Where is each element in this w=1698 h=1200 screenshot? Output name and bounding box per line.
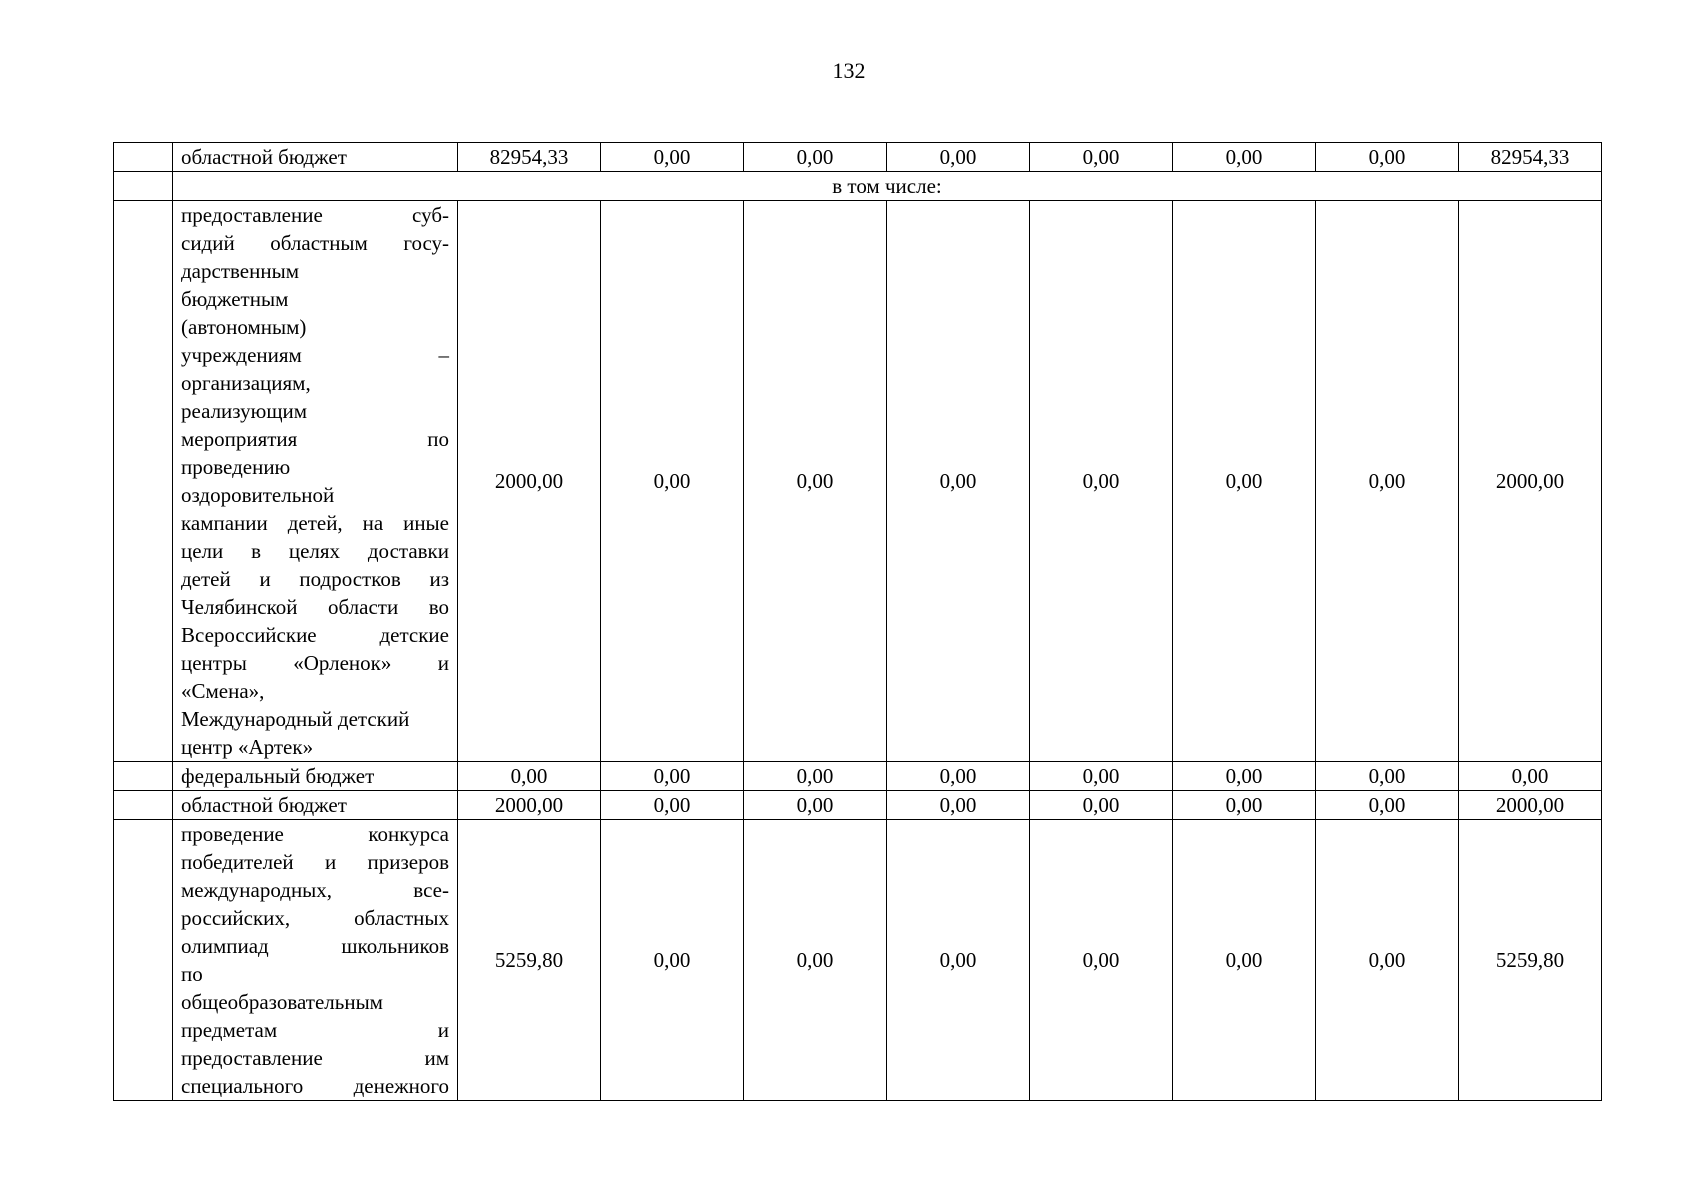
row-number-cell — [114, 791, 173, 820]
value-cell: 0,00 — [1173, 791, 1316, 820]
description-line: предоставление суб- — [181, 203, 449, 227]
budget-table — [113, 142, 1602, 1101]
table-row — [114, 201, 1602, 762]
description-line: реализующим — [181, 399, 308, 423]
description-line: победителей и призеров — [181, 850, 449, 874]
table-row — [114, 762, 1602, 791]
description-line: российских, областных — [181, 906, 449, 930]
description-line: Всероссийские детские — [181, 623, 449, 647]
row-number-cell — [114, 172, 173, 201]
description-cell: федеральный бюджет — [173, 762, 458, 791]
value-cell: 0,00 — [744, 201, 887, 762]
description-line: (автономным) — [181, 315, 307, 339]
description-line: кампании детей, на иные — [181, 511, 449, 535]
table-row — [114, 143, 1602, 172]
value-cell: 0,00 — [601, 791, 744, 820]
description-line: «Смена», — [181, 679, 265, 703]
description-cell — [173, 201, 458, 762]
description-line: центр «Артек» — [181, 735, 314, 759]
description-line: детей и подростков из — [181, 567, 449, 591]
value-cell: 82954,33 — [1459, 143, 1602, 172]
value-cell: 0,00 — [1030, 143, 1173, 172]
value-cell: 0,00 — [887, 201, 1030, 762]
value-cell: 0,00 — [1030, 791, 1173, 820]
value-cell: 0,00 — [601, 201, 744, 762]
value-cell: 5259,80 — [1459, 820, 1602, 1101]
value-cell: 0,00 — [887, 143, 1030, 172]
description-line: предметам и — [181, 1018, 449, 1042]
value-cell: 5259,80 — [458, 820, 601, 1101]
value-cell: 0,00 — [744, 820, 887, 1101]
value-cell: 0,00 — [1316, 791, 1459, 820]
table-body — [114, 143, 1602, 1101]
description-line: организациям, — [181, 371, 311, 395]
value-cell: 2000,00 — [458, 791, 601, 820]
value-cell: 0,00 — [1459, 762, 1602, 791]
description-line: предоставление им — [181, 1046, 449, 1070]
description-line: учреждениям – — [181, 343, 449, 367]
description-line: мероприятия по — [181, 427, 449, 451]
description-line: оздоровительной — [181, 483, 335, 507]
value-cell: 0,00 — [1030, 762, 1173, 791]
description-line: олимпиад школьников — [181, 934, 449, 958]
description-line: Челябинской области во — [181, 595, 449, 619]
value-cell: 0,00 — [1316, 820, 1459, 1101]
description-line: сидий областным госу- — [181, 231, 449, 255]
table-row — [114, 791, 1602, 820]
description-line: Международный детский — [181, 707, 410, 731]
description-line: общеобразовательным — [181, 990, 383, 1014]
table-row — [114, 172, 1602, 201]
value-cell: 0,00 — [1173, 762, 1316, 791]
value-cell: 0,00 — [1316, 201, 1459, 762]
table-row — [114, 820, 1602, 1101]
value-cell: 0,00 — [744, 143, 887, 172]
description-cell: областной бюджет — [173, 791, 458, 820]
value-cell: 0,00 — [744, 791, 887, 820]
value-cell: 0,00 — [1173, 201, 1316, 762]
value-cell: 0,00 — [1316, 143, 1459, 172]
row-number-cell — [114, 820, 173, 1101]
value-cell: 2000,00 — [1459, 201, 1602, 762]
section-label-cell: в том числе: — [173, 172, 1602, 201]
row-number-cell — [114, 143, 173, 172]
value-cell: 2000,00 — [1459, 791, 1602, 820]
description-line: проведению — [181, 455, 291, 479]
value-cell: 82954,33 — [458, 143, 601, 172]
description-line: цели в целях доставки — [181, 539, 449, 563]
description-line: бюджетным — [181, 287, 289, 311]
row-number-cell — [114, 762, 173, 791]
value-cell: 0,00 — [601, 143, 744, 172]
description-cell — [173, 820, 458, 1101]
description-cell: областной бюджет — [173, 143, 458, 172]
description-line: центры «Орленок» и — [181, 651, 449, 675]
description-line: по — [181, 962, 203, 986]
value-cell: 0,00 — [458, 762, 601, 791]
page-number: 132 — [832, 58, 866, 83]
description-line: специального денежного — [181, 1074, 449, 1098]
value-cell: 0,00 — [744, 762, 887, 791]
value-cell: 0,00 — [887, 762, 1030, 791]
value-cell: 0,00 — [1173, 820, 1316, 1101]
value-cell: 0,00 — [1030, 201, 1173, 762]
value-cell: 0,00 — [887, 820, 1030, 1101]
description-line: проведение конкурса — [181, 822, 449, 846]
row-number-cell — [114, 201, 173, 762]
value-cell: 0,00 — [887, 791, 1030, 820]
description-line: дарственным — [181, 259, 299, 283]
value-cell: 0,00 — [1316, 762, 1459, 791]
value-cell: 0,00 — [601, 820, 744, 1101]
value-cell: 0,00 — [1030, 820, 1173, 1101]
value-cell: 0,00 — [1173, 143, 1316, 172]
value-cell: 2000,00 — [458, 201, 601, 762]
value-cell: 0,00 — [601, 762, 744, 791]
description-line: международных, все- — [181, 878, 449, 902]
